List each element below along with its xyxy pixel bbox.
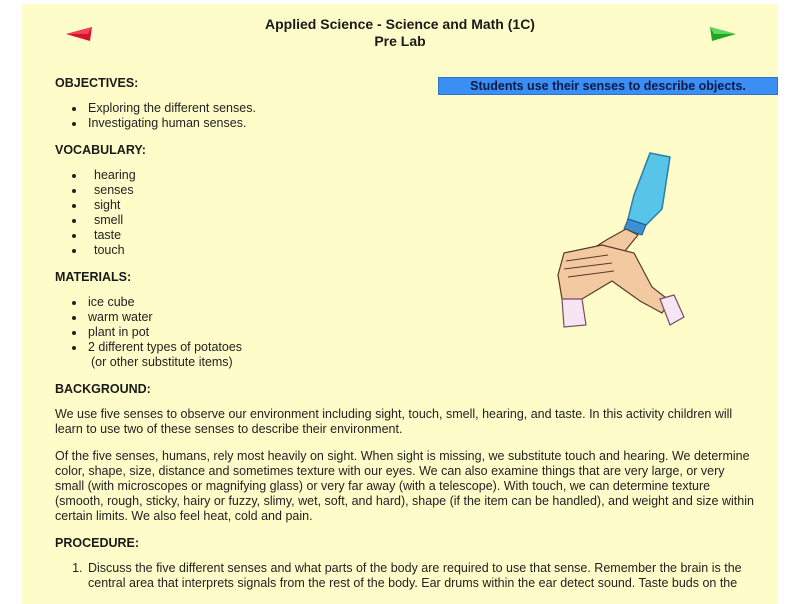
summary-banner: Students use their senses to describe objects. [438, 77, 778, 95]
objective-item: • Exploring the different senses. [86, 101, 755, 116]
page-title [22, 16, 778, 50]
materials-list [55, 295, 755, 370]
background-paragraph: We use five senses to observe our environment including sight, touch, smell, hearing, and taste. In this activity children will learn to use two of these senses to describe their environment. [55, 407, 733, 436]
title-line-1: Applied Science - Science and Math (1C) [265, 16, 535, 32]
materials-heading: MATERIALS: [55, 270, 132, 284]
procedure-heading: PROCEDURE: [55, 536, 140, 550]
vocabulary-list [55, 168, 755, 258]
procedure-list [55, 561, 755, 591]
objective-item: • Investigating human senses. [86, 116, 755, 131]
lesson-content [55, 76, 755, 591]
vocabulary-item: • taste [86, 228, 755, 243]
material-item: • ice cube [86, 295, 755, 310]
material-item [86, 340, 755, 370]
objectives-heading: OBJECTIVES: [55, 76, 139, 90]
procedure-step: 1. Discuss the five different senses and what parts of the body are required to use that sense. Remember the brain is the central area that interprets signals from the rest of the body. Ear drums within the ear detect sound. Taste buds on the [86, 561, 755, 591]
material-item: • plant in pot [86, 325, 755, 340]
next-arrow-icon[interactable] [708, 26, 736, 42]
vocabulary-item: • smell [86, 213, 755, 228]
background-heading: BACKGROUND: [55, 382, 151, 396]
material-item-text: 2 different types of potatoes [88, 340, 243, 354]
vocabulary-item: • senses [86, 183, 755, 198]
material-item: • warm water [86, 310, 755, 325]
vocabulary-heading: VOCABULARY: [55, 143, 146, 157]
vocabulary-item: • hearing [86, 168, 755, 183]
material-item-note: (or other substitute items) [91, 355, 233, 369]
objectives-list [55, 101, 755, 131]
lesson-page [22, 4, 778, 604]
background-paragraph: Of the five senses, humans, rely most heavily on sight. When sight is missing, we substitute touch and hearing. We determine color, shape, size, distance and sometimes texture with our eyes. We can also examine things that are very large, or very small (with microscopes or magnifying glass) or very far away (with a telescope). With touch, we can determine texture (smooth, rough, sticky, hairy or fuzzy, slimy, wet, soft, and hard), shape (if the item can be handled), and weight and size within certain limits. We also feel heat, cold and pain. [55, 449, 754, 523]
vocabulary-item: • sight [86, 198, 755, 213]
vocabulary-item: • touch [86, 243, 755, 258]
title-line-2: Pre Lab [374, 33, 426, 49]
